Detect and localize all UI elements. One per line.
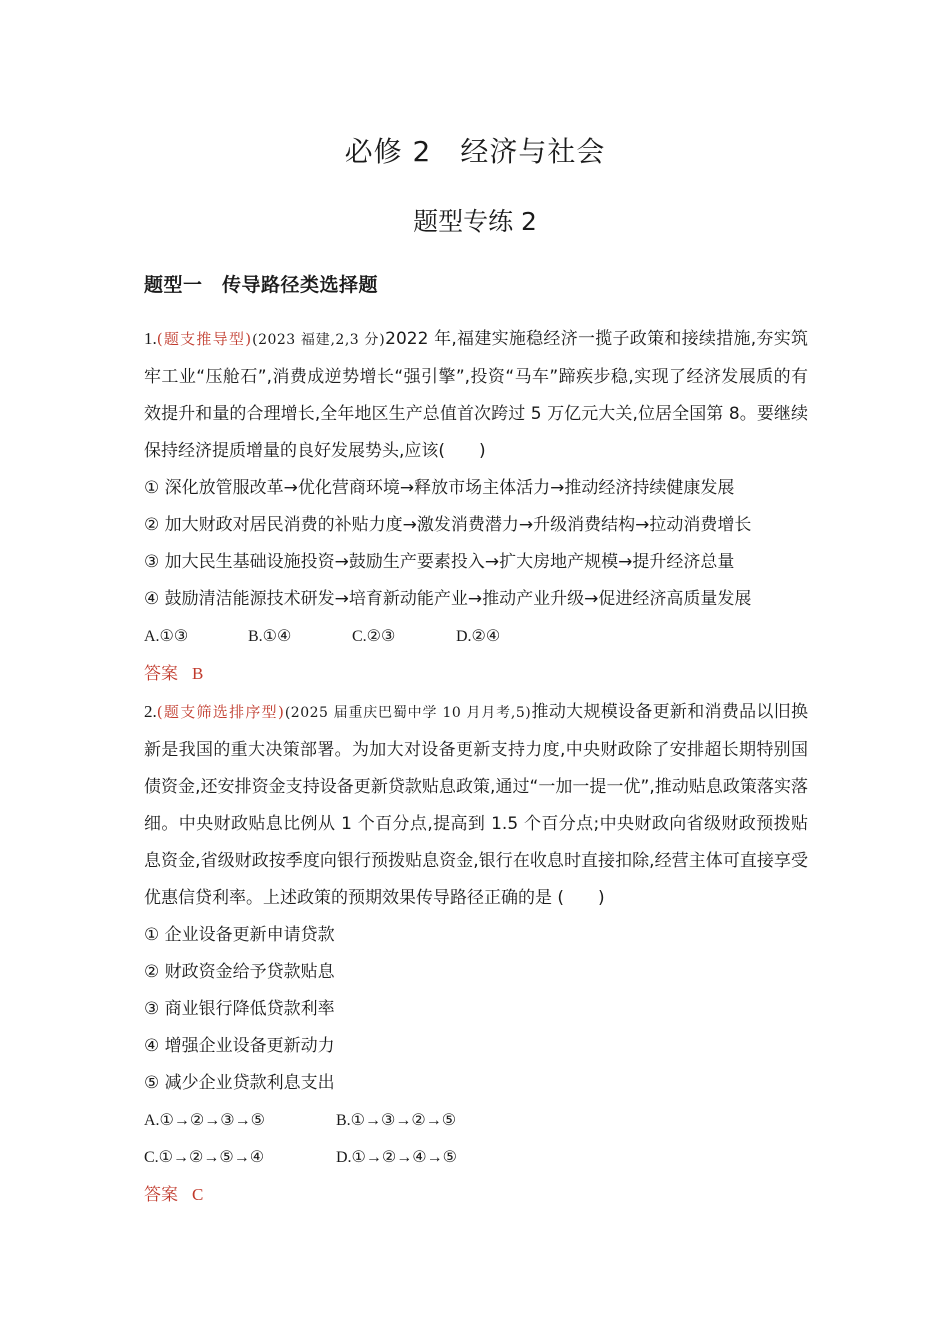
questions-content: [144, 320, 808, 1214]
question-number: 2.: [144, 702, 157, 721]
question-2-stem: [144, 693, 808, 917]
answer-value: B: [192, 664, 204, 683]
option-d[interactable]: D.①→②→④→⑤: [336, 1149, 457, 1166]
page-subtitle: 题型专练 2: [413, 207, 537, 236]
question-1-item-2: ② 加大财政对居民消费的补贴力度→激发消费潜力→升级消费结构→拉动消费增长: [144, 515, 752, 535]
question-tag: (题支推导型): [156, 330, 253, 348]
option-a[interactable]: A.①③: [144, 628, 189, 645]
question-1-item-3: ③ 加大民生基础设施投资→鼓励生产要素投入→扩大房地产规模→提升经济总量: [144, 552, 735, 572]
question-source: (2023 福建,2,3 分): [252, 332, 386, 348]
question-tag: (题支筛选排序型): [156, 703, 285, 721]
answer-value: C: [192, 1185, 204, 1204]
option-c[interactable]: C.①→②→⑤→④: [144, 1149, 265, 1166]
question-1-stem: [144, 320, 808, 470]
question-2-options-row-1: [144, 1102, 808, 1139]
question-1-answer: [144, 655, 808, 693]
question-2-item-1: ① 企业设备更新申请贷款: [144, 925, 335, 945]
question-stem-text: 推动大规模设备更新和消费品以旧换新是我国的重大决策部署。为加大对设备更新支持力度,中央财政除了安排超长期特别国债资金,还安排资金支持设备更新贷款贴息政策,通过“一加一提一优”,推动贴息政策落实落细。中央财政贴息比例从 1 个百分点,提高到 1.5 个百分点;中央财政向省级财政预拨贴息资金,省级财政按季度向银行预拨贴息资金,银行在收息时直接扣除,经营主体可直接享受优惠信贷利率。上述政策的预期效果传导路径正确的是 ( ): [144, 702, 809, 908]
option-b[interactable]: B.①→③→②→⑤: [336, 1112, 457, 1129]
question-1-item-4: ④ 鼓励清洁能源技术研发→培育新动能产业→推动产业升级→促进经济高质量发展: [144, 589, 752, 609]
question-source: (2025 届重庆巴蜀中学 10 月月考,5): [284, 705, 532, 721]
option-c[interactable]: C.②③: [352, 628, 396, 645]
question-1-item-1: ① 深化放管服改革→优化营商环境→释放市场主体活力→推动经济持续健康发展: [144, 478, 735, 498]
page-title: 必修 2 经济与社会: [344, 135, 606, 168]
question-2-item-3: ③ 商业银行降低贷款利率: [144, 999, 335, 1019]
option-a[interactable]: A.①→②→③→⑤: [144, 1112, 265, 1129]
question-stem-text: 2022 年,福建实施稳经济一揽子政策和接续措施,夯实筑牢工业“压舱石”,消费成逆势增长“强引擎”,投资“马车”蹄疾步稳,实现了经济发展质的有效提升和量的合理增长,全年地区生产总值首次跨过 5 万亿元大关,位居全国第 8。要继续保持经济提质增量的良好发展势头,应该( ): [144, 329, 808, 461]
question-2-options-row-2: [144, 1139, 808, 1176]
option-b[interactable]: B.①④: [248, 628, 292, 645]
question-1: [144, 320, 808, 693]
question-2-answer: [144, 1176, 808, 1214]
question-2-item-5: ⑤ 减少企业贷款利息支出: [144, 1073, 335, 1093]
answer-label: 答案: [144, 664, 178, 684]
answer-label: 答案: [144, 1185, 178, 1205]
option-d[interactable]: D.②④: [456, 628, 501, 645]
question-2: [144, 693, 808, 1214]
question-2-item-4: ④ 增强企业设备更新动力: [144, 1036, 335, 1056]
question-1-options: [144, 618, 808, 655]
section-title: 题型一 传导路径类选择题: [144, 274, 379, 296]
question-number: 1.: [144, 329, 157, 348]
question-2-item-2: ② 财政资金给予贷款贴息: [144, 962, 335, 982]
